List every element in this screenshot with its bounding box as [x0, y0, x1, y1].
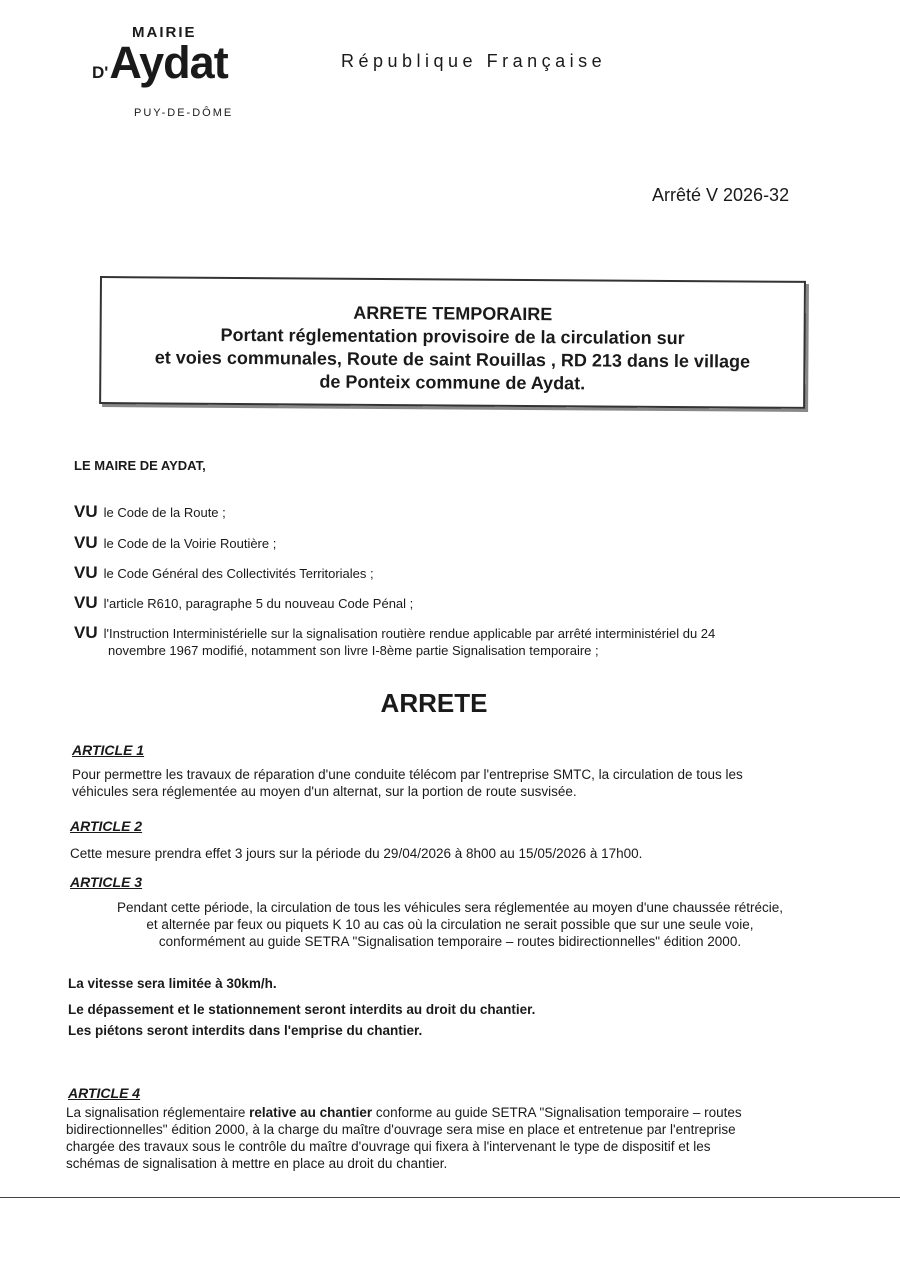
article-3-title: ARTICLE 3	[70, 874, 143, 890]
logo-mairie-text: MAIRIE	[132, 24, 197, 41]
arrete-reference: Arrêté V 2026-32	[652, 185, 790, 205]
article-3-no-pedestrians: Les piétons seront interdits dans l'emprise du chantier.	[68, 1023, 423, 1038]
article-1-line: véhicules sera réglementée au moyen d'un alternat, sur la portion de route susvisée.	[72, 784, 577, 799]
article-1-line: Pour permettre les travaux de réparation d'une conduite télécom par l'entreprise SMTC, la circulation de tous les	[72, 767, 743, 782]
vu-label: VU	[74, 533, 98, 552]
article-2-title: ARTICLE 2	[70, 818, 143, 834]
vu-text-continued: novembre 1967 modifié, notamment son livre I-8ème partie Signalisation temporaire ;	[108, 643, 599, 658]
arrete-heading: ARRETE	[380, 688, 488, 718]
article-4-text: La signalisation réglementaire	[66, 1105, 250, 1120]
vu-item	[74, 623, 834, 658]
article-1-title: ARTICLE 1	[72, 742, 145, 758]
title-line-4: de Ponteix commune de Aydat.	[319, 371, 586, 394]
title-line-3: et voies communales, Route de saint Rouillas , RD 213 dans le village	[154, 347, 751, 372]
vu-text: l'article R610, paragraphe 5 du nouveau Code Pénal ;	[103, 596, 414, 611]
article-3-speed-limit: La vitesse sera limitée à 30km/h.	[68, 976, 277, 991]
logo-department: PUY-DE-DÔME	[134, 107, 234, 119]
article-4-line: bidirectionnelles" édition 2000, à la charge du maître d'ouvrage sera mise en place et entretenue par l'entreprise	[66, 1122, 736, 1137]
vu-text: le Code Général des Collectivités Territoriales ;	[103, 566, 374, 581]
article-3-no-overtaking: Le dépassement et le stationnement seront interdits au droit du chantier.	[68, 1002, 536, 1017]
article-4-text: conforme au guide SETRA "Signalisation temporaire – routes	[372, 1105, 742, 1120]
article-3-body	[60, 899, 840, 950]
vu-label: VU	[74, 623, 98, 642]
logo-d-prefix: D'	[92, 63, 109, 82]
article-3-line: et alternée par feux ou piquets K 10 au cas où la circulation ne serait possible que sur une seule voie,	[146, 917, 754, 932]
maire-heading: LE MAIRE DE AYDAT,	[74, 458, 206, 473]
logo-town-name: Aydat	[109, 37, 228, 88]
article-3-line: Pendant cette période, la circulation de tous les véhicules sera réglementée au moyen d'une chaussée rétrécie,	[117, 900, 783, 915]
article-4-bold-text: relative au chantier	[249, 1105, 373, 1120]
vu-label: VU	[74, 593, 98, 612]
vu-label: VU	[74, 563, 98, 582]
article-4-line: chargée des travaux sous le contrôle du maître d'ouvrage qui fixera à l'intervenant le type de dispositif et les	[66, 1139, 711, 1154]
vu-text: le Code de la Voirie Routière ;	[103, 536, 277, 551]
title-line-1: ARRETE TEMPORAIRE	[353, 302, 553, 325]
article-4-title: ARTICLE 4	[68, 1085, 141, 1101]
article-4-body	[66, 1104, 856, 1172]
article-2-line: Cette mesure prendra effet 3 jours sur la période du 29/04/2026 à 8h00 au 15/05/2026 à 17h00.	[70, 846, 643, 861]
vu-label: VU	[74, 502, 98, 521]
vu-item	[74, 563, 834, 583]
vu-text: l'Instruction Interministérielle sur la signalisation routière rendue applicable par arrêté interministériel du 24	[103, 626, 716, 641]
page-divider	[0, 1197, 900, 1198]
vu-item	[74, 502, 834, 522]
article-1-body	[72, 766, 862, 800]
vu-item	[74, 593, 834, 613]
article-4-line: schémas de signalisation à mettre en place au droit du chantier.	[66, 1156, 448, 1171]
title-box	[99, 276, 806, 409]
logo	[92, 38, 228, 88]
vu-item	[74, 533, 834, 553]
republique-francaise: République Française	[341, 51, 607, 71]
article-4-line	[66, 1104, 856, 1121]
vu-text: le Code de la Route ;	[103, 505, 226, 520]
article-3-line: conformément au guide SETRA "Signalisation temporaire – routes bidirectionnelles" édition 2000.	[158, 934, 742, 949]
title-line-2: Portant réglementation provisoire de la circulation sur	[220, 324, 685, 349]
